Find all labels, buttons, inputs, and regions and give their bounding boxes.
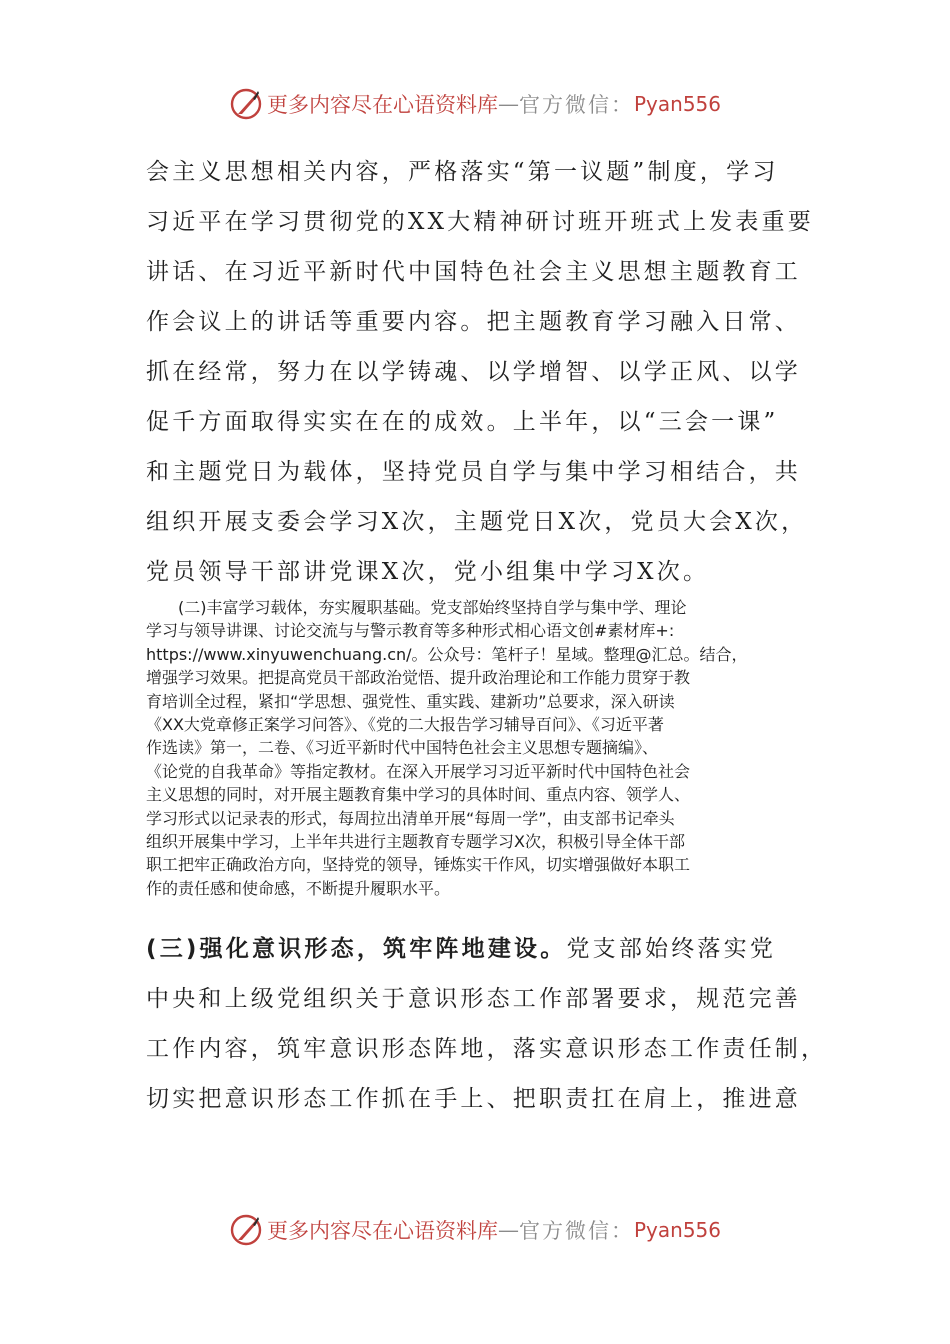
- text-line: 抓在经常，努力在以学铸魂、以学增智、以学正风、以学: [146, 359, 801, 385]
- text-line: https://www.xinyuwenchuang.cn/。公众号：笔杆子！星域。整理@汇总。结合，: [146, 644, 748, 664]
- banner-separator: —: [497, 1218, 519, 1242]
- banner-wechat-id: Pyan556: [633, 1218, 721, 1242]
- text-line: 切实把意识形态工作抓在手上、把职责扛在肩上，推进意: [146, 1086, 801, 1112]
- section-heading-rest: 党支部始终落实党: [566, 936, 777, 962]
- banner-site-text: 更多内容尽在心语资料库: [266, 1219, 498, 1243]
- text-line: 增强学习效果。把提高党员干部政治觉悟、提升政治理论和工作能力贯穿于教: [146, 668, 691, 688]
- text-line: 中央和上级党组织关于意识形态工作部署要求，规范完善: [146, 986, 801, 1012]
- text-line: 育培训全过程，紧扣“学思想、强党性、重实践、建新功”总要求，深入研读: [146, 691, 675, 711]
- text-line: 会主义思想相关内容，严格落实“第一议题”制度，学习: [146, 159, 779, 185]
- quill-logo-icon: [229, 1213, 263, 1247]
- text-line: 组织开展集中学习，上半年共进行主题教育专题学习X次，积极引导全体干部: [146, 831, 685, 851]
- text-line: 主义思想的同时，对开展主题教育集中学习的具体时间、重点内容、领学人、: [146, 785, 691, 805]
- paragraph-1: [146, 147, 816, 597]
- banner-separator: —: [497, 92, 519, 116]
- paragraph-3: [146, 924, 828, 1124]
- header-banner: [0, 84, 950, 124]
- banner-wechat-label: 官方微信：: [518, 93, 634, 117]
- section-heading: (三)强化意识形态，筑牢阵地建设。: [146, 936, 567, 962]
- text-line: 促千方面取得实实在在的成效。上半年，以“三会一课”: [146, 409, 779, 435]
- text-line: 作的责任感和使命感，不断提升履职水平。: [146, 878, 451, 898]
- banner-wechat-id: Pyan556: [633, 92, 721, 116]
- banner-wechat-label: 官方微信：: [518, 1219, 634, 1243]
- text-line: 党员领导干部讲党课X次，党小组集中学习X次。: [146, 559, 710, 585]
- text-line: 《论党的自我革命》等指定教材。在深入开展学习习近平新时代中国特色社会: [146, 761, 691, 781]
- text-line: 作选读》第一，二卷、《习近平新时代中国特色社会主义思想专题摘编》、: [146, 738, 659, 758]
- text-line: 和主题党日为载体，坚持党员自学与集中学习相结合，共: [146, 459, 801, 485]
- text-line: 工作内容，筑牢意识形态阵地，落实意识形态工作责任制，: [146, 1036, 828, 1062]
- text-line: 学习与领导讲课、讨论交流与与警示教育等多种形式相心语文创#素材库+:: [146, 621, 675, 641]
- quill-logo-icon: [229, 87, 263, 121]
- text-line: 学习形式以记录表的形式，每周拉出清单开展“每周一学”，由支部书记牵头: [146, 808, 675, 828]
- text-line: 习近平在学习贯彻党的XX大精神研讨班开班式上发表重要: [146, 209, 814, 235]
- text-line: 组织开展支委会学习X次，主题党日X次，党员大会X次，: [146, 509, 808, 535]
- footer-banner: [0, 1210, 950, 1250]
- text-line: 职工把牢正确政治方向，坚持党的领导，锤炼实干作风，切实增强做好本职工: [146, 855, 691, 875]
- text-line: 讲话、在习近平新时代中国特色社会主义思想主题教育工: [146, 259, 801, 285]
- text-line: 作会议上的讲话等重要内容。把主题教育学习融入日常、: [146, 309, 801, 335]
- text-line: 《XX大党章修正案学习问答》、《党的二大报告学习辅导百问》、《习近平著: [146, 714, 664, 734]
- text-line: (二)丰富学习载体，夯实履职基础。党支部始终坚持自学与集中学、理论: [146, 598, 687, 617]
- text-line-first: [146, 924, 816, 974]
- banner-site-text: 更多内容尽在心语资料库: [266, 93, 498, 117]
- paragraph-2: [146, 596, 806, 900]
